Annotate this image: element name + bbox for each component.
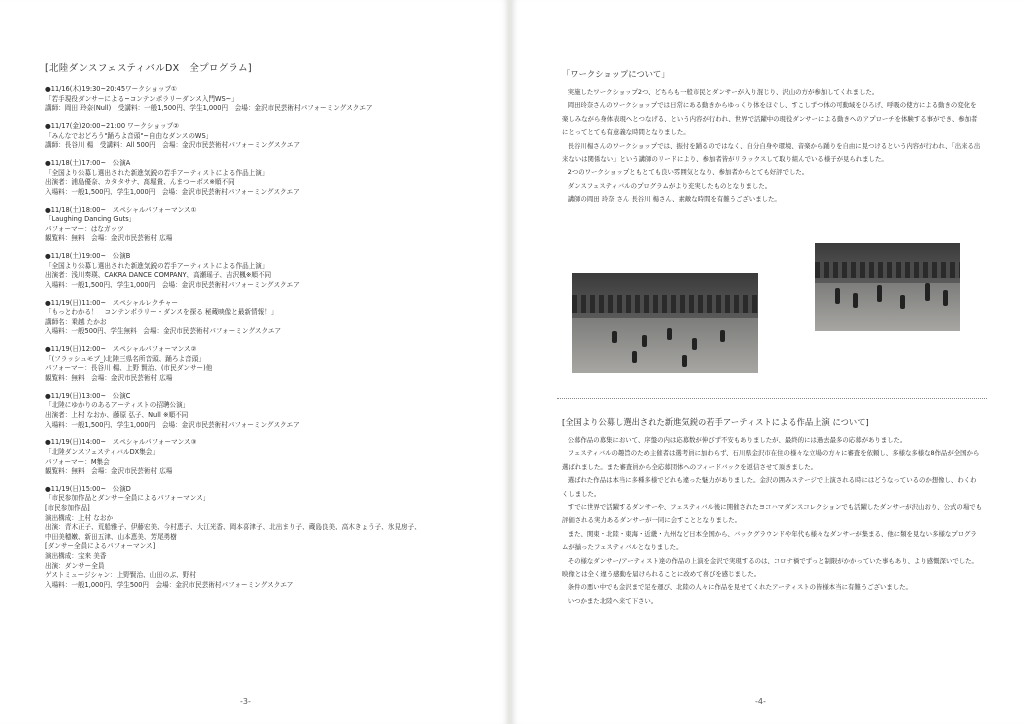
entry-line: 「北陸ダンスフェスティバルDX集会」 bbox=[45, 447, 159, 456]
paragraph: 条件の悪い中でも金沢まで足を運び、北陸の人々に作品を見せてくれたアーティストの皆様本当に有難うございました。 bbox=[567, 583, 912, 592]
entry-line: パフォーマー：長谷川 楊、上野 賢治、(市民ダンサー)他 bbox=[45, 364, 213, 373]
entry-line: 出演：青木正子、荒船雅子、伊藤宏美、今村恵子、大江光香、岡本喜津子、北出まり子、蔵島良美、高木きょう子、氷見房子、 bbox=[45, 523, 421, 532]
entry-line: 「若手現役ダンサーによる~コンテンポラリーダンス入門WS~」 bbox=[45, 94, 238, 103]
paragraph: 2つのワークショップともとても良い雰囲気となり、参加者からとても好評でした。 bbox=[567, 168, 809, 177]
entry-line: 「全国より公募し選出された新進気鋭の若手アーティストによる作品上演」 bbox=[45, 168, 269, 177]
left-page bbox=[0, 0, 508, 724]
entry-line: 出演者：浦島優奈、カタタサナ、髙堀貴、んまつーポス※順不同 bbox=[45, 178, 235, 187]
paragraph: 長谷川楊さんのワークショップでは、振付を踊るのではなく、自分自身や環境、音楽から踊りを自由に見つけるという内容が行われ、「出来る出来ないは関係ない」という講師のリードにより、参加者皆がリラックスして取り組んでいる様子が見られました。 bbox=[562, 141, 981, 164]
entry-line: 「もっとわかる！ コンテンポラリー・ダンスを探る 秘蔵映像と最新情報！」 bbox=[45, 308, 278, 317]
program-entry bbox=[45, 252, 485, 290]
program-entry bbox=[45, 206, 485, 244]
entry-line: パフォーマー：M集会 bbox=[45, 457, 110, 466]
entry-line: 「Laughing Dancing Guts」 bbox=[45, 215, 136, 224]
program-entry bbox=[45, 392, 485, 430]
entry-heading: ●11/17(金)20:00~21:00 ワークショップ② bbox=[45, 121, 180, 130]
entry-line: 観覧料：無料 会場：金沢市民芸術村 広場 bbox=[45, 373, 173, 382]
entry-line: パフォーマー：はなガッツ bbox=[45, 224, 124, 233]
paragraph: 実施したワークショップ2つ、どちらも一般市民とダンサーが入り混じり、沢山の方が参加してくれました。 bbox=[567, 88, 879, 96]
paragraph: 講師の岡田 玲奈 さん 長谷川 楊さん、素敵な時間を有難うございました。 bbox=[567, 195, 781, 204]
entry-line: 観覧料：無料 会場：金沢市民芸術村 広場 bbox=[45, 467, 173, 476]
entry-line: 「みんなでおどろう"踊ろよ音頭"~自由なダンスのWS」 bbox=[45, 131, 213, 140]
entry-line: 演出構成：宝来 美香 bbox=[45, 552, 107, 561]
performance-paragraphs bbox=[562, 434, 982, 608]
workshop-photo-hasegawa bbox=[815, 243, 960, 331]
paragraph: フェスティバルの趣旨のため主催者は選考員に加わらず、石川県金沢市在住の様々な立場の方々に審査を依頼し、多様な多様な8作品が全国から選ばれました。また審査員から全応募団体へのフィードバックを返信させて頂きました。 bbox=[562, 449, 980, 471]
entry-heading: ●11/19(日)13:00~ 公演C bbox=[45, 391, 131, 400]
entry-heading: ●11/19(日)15:00~ 公演D bbox=[45, 484, 131, 493]
entry-line: 入場料：一般1,500円、学生1,000円 会場：金沢市民芸術村パフォーミングスクエア bbox=[45, 420, 300, 429]
section-divider bbox=[557, 398, 987, 399]
paragraph: 選ばれた作品は本当に多種多様でどれも違った魅力がありました。金沢の囲みステージで上演される時にはどうなっているのか想像し、わくわくしました。 bbox=[562, 476, 977, 498]
entry-heading: ●11/19(日)11:00~ スペシャルレクチャー bbox=[45, 298, 178, 307]
workshop-section bbox=[562, 68, 982, 207]
entry-line: 演出構成：上村 なおか bbox=[45, 513, 114, 522]
paragraph: いつかまた北陸へ来て下さい。 bbox=[567, 596, 658, 605]
paragraph: ダンスフェスティバルのプログラムがより充実したものとなりました。 bbox=[567, 181, 772, 190]
entry-line: 講師：長谷川 楊 受講料：All 500円 会場：金沢市民芸術村パフォーミングスクエア bbox=[45, 141, 301, 150]
entry-line: 入場料：一般1,000円、学生500円 会場：金沢市民芸術村パフォーミングスクエア bbox=[45, 580, 294, 589]
entry-heading: ●11/16(木)19:30~20:45ワークショップ① bbox=[45, 85, 177, 93]
page-number-right: -4- bbox=[755, 697, 766, 706]
workshop-photos bbox=[572, 273, 972, 378]
entry-line: 「北陸にゆかりのあるアーティストの招聘公演」 bbox=[45, 401, 190, 410]
program-entry bbox=[45, 122, 485, 151]
entry-line: 講師：岡田 玲奈(Null) 受講料：一般1,500円、学生1,000円 会場：金沢市民芸術村パフォーミングスクエア bbox=[45, 104, 373, 113]
paragraph: 岡田玲奈さんのワークショップでは日常にある動きからゆっくり体をほぐし、すこしずつ体の可動域をひろげ、呼吸の使方による動きの変化を楽しみながら身体表現へとつなげる、という内容が行われ、世界で活躍中の現役ダンサーによる動きへのアプローチを体験する事ができ、参加者にとってとても有意義な時間となりました。 bbox=[562, 101, 978, 137]
entry-line: ゲストミュージシャン：上野賢治、山田のぶ、野村 bbox=[45, 571, 196, 580]
workshop-paragraphs bbox=[562, 86, 982, 207]
entry-line: 中田美穂嫩、新田五津、山本恵美、芳尾勇樹 bbox=[45, 532, 177, 541]
right-page bbox=[512, 0, 1024, 724]
workshop-title: 「ワークショップについて」 bbox=[562, 69, 670, 79]
paragraph: すでに世界で活躍するダンサーや、フェスティバル後に開催されたヨコハマダンスコレクションでも活躍したダンサーが沢山おり、公式の場でも評価される実力あるダンサーが一同に会すこととなりました。 bbox=[562, 503, 982, 525]
entry-line: 入場料：一般500円、学生無料 会場：金沢市民芸術村パフォーミングスクエア bbox=[45, 327, 282, 336]
program-list bbox=[45, 60, 485, 599]
entry-heading: ●11/18(土)17:00~ 公演A bbox=[45, 158, 131, 167]
entry-line: 入場料：一般1,500円、学生1,000円 会場：金沢市民芸術村パフォーミングスクエア bbox=[45, 280, 300, 289]
entry-line: [市民参加作品] bbox=[45, 504, 90, 513]
performance-title: [全国より公募し選出された新進気鋭の若手アーティストによる作品上演 について] bbox=[562, 417, 869, 427]
paragraph: 公募作品の募集において、序盤の内は応募数が伸びず不安もありましたが、最終的には過去最多の応募がありました。 bbox=[567, 436, 907, 444]
entry-heading: ●11/18(土)18:00~ スペシャルパフォーマンス① bbox=[45, 205, 197, 214]
page-number-left: -3- bbox=[240, 697, 251, 706]
paragraph: その様なダンサー/アーティスト達の作品の上演を金沢で実現するのは、コロナ禍でずっと制限がかかっていた事もあり、より感慨深いでした。映像とは全く違う感動を届けられることに改めて喜びを感じました。 bbox=[562, 556, 978, 579]
program-entry bbox=[45, 485, 485, 591]
workshop-photo-okada bbox=[572, 273, 758, 373]
entry-line: [ダンサー全員によるパフォーマンス] bbox=[45, 542, 156, 551]
entry-line: 「市民参加作品とダンサー全員によるパフォーマンス」 bbox=[45, 494, 210, 503]
entry-heading: ●11/19(日)14:00~ スペシャルパフォーマンス③ bbox=[45, 438, 197, 447]
entry-line: 出演者：浅川奏瑛、CAKRA DANCE COMPANY、高瀬瑶子、吉沢楓※順不同 bbox=[45, 271, 272, 280]
program-entry bbox=[45, 85, 485, 114]
program-entry bbox=[45, 159, 485, 197]
program-entry bbox=[45, 299, 485, 337]
entry-line: 出演者：上村 なおか、藤原 弘子、Null ※順不同 bbox=[45, 410, 189, 419]
entry-heading: ●11/19(日)12:00~ スペシャルパフォーマンス② bbox=[45, 345, 197, 354]
entry-line: 講師名：乗越 たかお bbox=[45, 317, 107, 326]
entry-line: 「全国より公募し選出された新進気鋭の若手アーティストによる作品上演」 bbox=[45, 261, 269, 270]
entry-heading: ●11/18(土)19:00~ 公演B bbox=[45, 252, 131, 261]
paragraph: また、関東・北陸・東海・近畿・九州など日本全国から、バックグラウンドや年代も様々なダンサーが集まる、他に類を見ない多様なプログラムが揃ったフェスティバルとなりました。 bbox=[562, 529, 977, 552]
program-entries bbox=[45, 85, 485, 590]
program-title: [北陸ダンスフェスティバルDX 全プログラム] bbox=[45, 63, 252, 74]
program-entry bbox=[45, 438, 485, 476]
entry-line: 観覧料：無料 会場：金沢市民芸術村 広場 bbox=[45, 234, 173, 243]
entry-line: 入場料：一般1,500円、学生1,000円 会場：金沢市民芸術村パフォーミングスクエア bbox=[45, 187, 300, 196]
entry-line: 「(フラッシュモブ_)北陸三県名所音頭、踊ろよ音頭」 bbox=[45, 354, 205, 363]
performance-section bbox=[562, 416, 982, 608]
program-entry bbox=[45, 345, 485, 383]
entry-line: 出演：ダンサー全員 bbox=[45, 561, 105, 570]
